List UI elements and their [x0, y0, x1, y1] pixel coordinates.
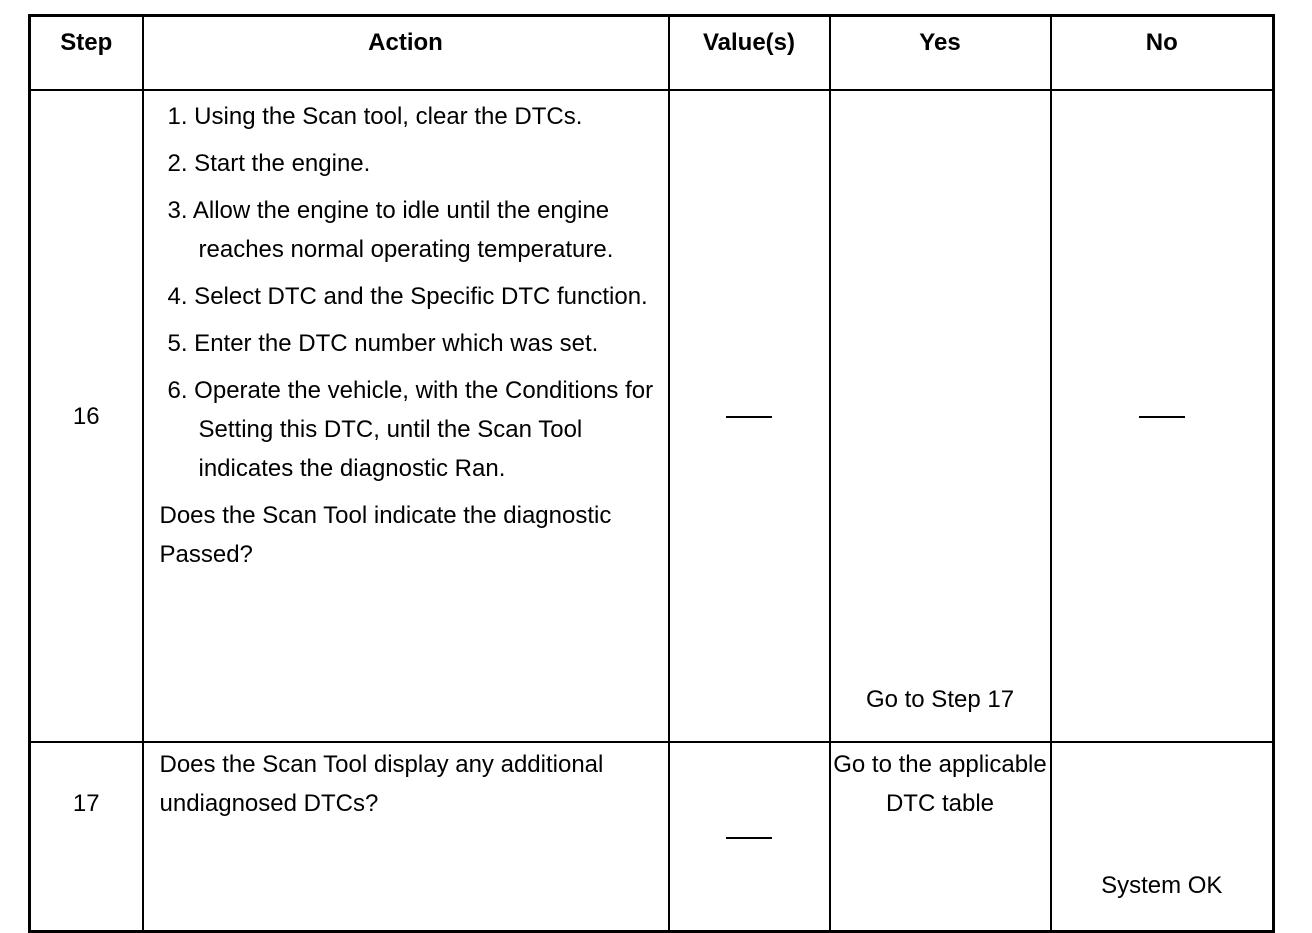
no-value-dash — [726, 416, 772, 418]
header-yes: Yes — [830, 16, 1051, 91]
header-step: Step — [30, 16, 143, 91]
yes-result: Go to the applicable DTC table — [830, 742, 1051, 932]
table-row-step-17 — [30, 742, 1274, 932]
yes-result: Go to Step 17 — [830, 90, 1051, 742]
table-row-step-16 — [30, 90, 1274, 742]
action-item: 1. Using the Scan tool, clear the DTCs. — [167, 103, 583, 130]
header-row — [30, 16, 1274, 91]
header-values: Value(s) — [669, 16, 830, 91]
step-number: 17 — [30, 742, 143, 932]
no-value-dash — [1139, 416, 1185, 418]
no-result: System OK — [1051, 742, 1274, 932]
values-cell — [669, 90, 830, 742]
action-item: 6. Operate the vehicle, with the Conditions for Setting this DTC, until the Scan Tool indicates the diagnostic Ran. — [167, 377, 654, 482]
action-question: Does the Scan Tool display any additional undiagnosed DTCs? — [143, 742, 669, 932]
action-item: 5. Enter the DTC number which was set. — [167, 330, 599, 357]
action-question: Does the Scan Tool indicate the diagnostic Passed? — [159, 502, 612, 568]
values-cell — [669, 742, 830, 932]
header-no: No — [1051, 16, 1274, 91]
no-result — [1051, 90, 1274, 742]
action-item: 3. Allow the engine to idle until the engine reaches normal operating temperature. — [167, 197, 614, 263]
header-action: Action — [143, 16, 669, 91]
action-list — [160, 97, 658, 488]
step-number: 16 — [30, 90, 143, 742]
no-value-dash — [726, 837, 772, 839]
action-cell — [143, 90, 669, 742]
diagnostic-table — [28, 14, 1275, 933]
action-item: 2. Start the engine. — [167, 150, 371, 177]
action-item: 4. Select DTC and the Specific DTC function. — [167, 283, 648, 310]
